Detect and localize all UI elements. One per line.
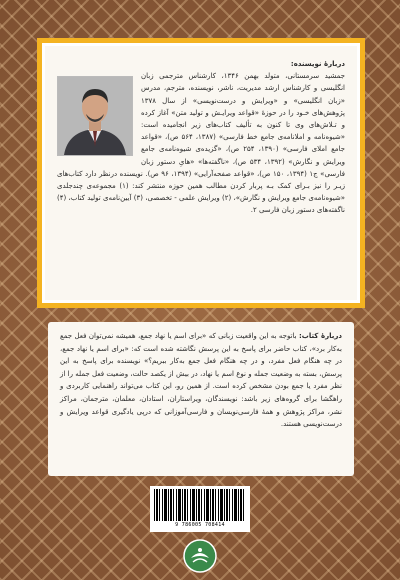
author-info-panel xyxy=(42,43,360,303)
author-photo xyxy=(57,76,133,156)
book-intro-text: باتوجه به این واقعیت زبانی که «برای اسم یا نهاد جمع، همیشه نمی‌توان فعل جمع به‌کار برد»، کتاب حاضر برای پاسخ به این پرسش نگاشته شده است که: «برای اسم یا نهاد جمع، در چه هنگام فعل مفرد، و در چه هنگام فعل جمع به‌کار ببریم؟» نویسنده برای پاسخ به این پرسش، بسته به وضعیت جمله و نوع اسم یا نهاد، در بیش از یکصد حالت، وضعیت فعل جمله را از نظر مفرد یا جمع بودن مشخص کرده است. از همین رو، این کتاب می‌تواند راهنمایی کاربردی و راهگشا برای گروه‌های زیر باشد: نویسندگان، ویراستاران، استادان، معلمان، مترجمان، مراکز نشر، مراکز پژوهش و همهٔ فارسی‌نویسان و فارسی‌آموزانی که درپی یادگیری قواعد ویرایش و درست‌نویسی هستند. xyxy=(60,332,342,429)
author-books-list: «شیوه‌نامه و املانامه‌ی جامع خط فارسی» (۱۳۸۷، ۵۶۴ ص)، «قواعد جامع املای فارسی» (۱۳۹۰، ۲۵۴ ص)، «گزیده‌ی شیوه‌نامه‌ی جامع ویرایش و نگارش» (۱۳۹۲، ۵۳۴ ص)، «ناگفته‌ها» «هایِ دستور زبان فارسی» ج۱ (۱۳۹۴، ۱۵۰ ص)، «قواعد صفحه‌آرایی» (۱۳۹۴، ۹۶ ص). نویسنده درنظر دارد کتاب‌های زیـر را نیز بـرای کمک بـه پربار کردن مطالب همین حوزه منتشر کند: (۱) مجموعه‌ی چندجلدی «شیوه‌نامه‌ی جامع ویرایش و نگارش»، (۲) ویرایش علمی - تخصصی، (۳) آیین‌نامه‌ی تولید کتاب، (۴) ناگفته‌های دستور زبان فارسی ۲. xyxy=(57,133,346,215)
barcode-bars xyxy=(154,489,246,521)
author-bio: جمشید سرمستانی، متولد بهمن ۱۳۴۶، کارشناس مترجمی زبان انگلیسی و کارشناس ارشد مدیریت، ناشر، نویسنده، مترجم، مدرس «زبان انگلیسی» و «ویرایش و درست‌نویسی» از سال ۱۳۷۸ پژوهش‌های خـود را در حوزهٔ «قواعد ویرایـش و تولید متن» آغاز کرده و تـلاش‌های وی تا کنون به تألیف کتاب‌های زیر انجامیده است: xyxy=(141,72,345,130)
book-intro-panel xyxy=(48,322,354,476)
author-heading: دربارهٔ نویسنده: xyxy=(290,60,345,68)
author-portrait-icon xyxy=(58,77,132,155)
publisher-logo-icon xyxy=(182,538,218,574)
book-intro-heading: دربارهٔ کتاب: xyxy=(298,332,343,340)
isbn-barcode xyxy=(150,486,250,532)
barcode-number: 9 786005 708414 xyxy=(175,522,225,528)
